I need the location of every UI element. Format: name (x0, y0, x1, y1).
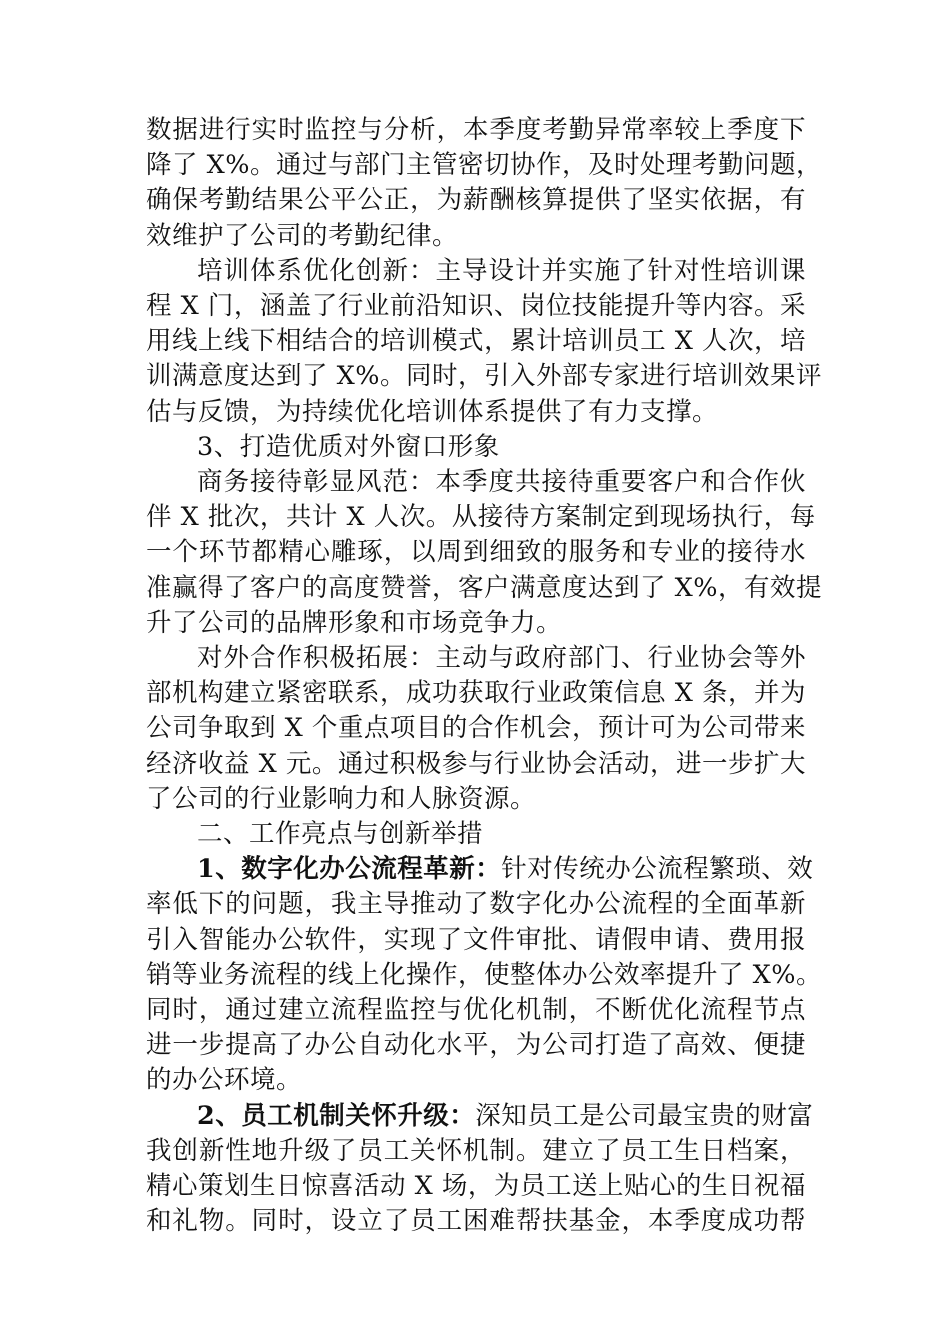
text-line: 我创新性地升级了员工关怀机制。建立了员工生日档案， (146, 1135, 806, 1166)
text-line: 效维护了公司的考勤纪律。 (146, 220, 459, 251)
text-line: 准赢得了客户的高度赞誉，客户满意度达到了 X%，有效提 (146, 572, 822, 603)
text-line: 降了 X%。通过与部门主管密切协作，及时处理考勤问题， (146, 150, 822, 181)
lead-rest: 针对传统办公流程繁琐、效 (501, 854, 814, 885)
text-line: 伴 X 批次，共计 X 人次。从接待方案制定到现场执行，每 (146, 502, 816, 533)
text-line: 进一步提高了办公自动化水平，为公司打造了高效、便捷 (146, 1030, 806, 1061)
text-line: 的办公环境。 (146, 1065, 303, 1096)
paragraph-first-line: 商务接待彰显风范：本季度共接待重要客户和合作伙 (197, 467, 806, 498)
lead-rest: 深知员工是公司最宝贵的财富 (475, 1100, 814, 1131)
text-line: 引入智能办公软件，实现了文件审批、请假申请、费用报 (146, 924, 806, 955)
text-line: 率低下的问题，我主导推动了数字化办公流程的全面革新 (146, 889, 806, 920)
text-line: 公司争取到 X 个重点项目的合作机会，预计可为公司带来 (146, 713, 806, 744)
text-line: 销等业务流程的线上化操作，使整体办公效率提升了 X%。 (146, 959, 822, 990)
section-heading: 二、工作亮点与创新举措 (197, 819, 484, 850)
text-line: 训满意度达到了 X%。同时，引入外部专家进行培训效果评 (146, 361, 822, 392)
bold-lead: 1、数字化办公流程革新： (197, 854, 502, 885)
text-line: 升了公司的品牌形象和市场竞争力。 (146, 607, 563, 638)
text-line: 数据进行实时监控与分析，本季度考勤异常率较上季度下 (146, 115, 806, 145)
text-line: 了公司的行业影响力和人脉资源。 (146, 783, 537, 814)
text-line: 一个环节都精心雕琢，以周到细致的服务和专业的接待水 (146, 537, 806, 568)
paragraph-first-line (146, 852, 814, 887)
text-line: 经济收益 X 元。通过积极参与行业协会活动，进一步扩大 (146, 748, 806, 779)
text-line: 用线上线下相结合的培训模式，累计培训员工 X 人次，培 (146, 326, 806, 357)
section-heading: 3、打造优质对外窗口形象 (197, 431, 500, 462)
text-line: 同时，通过建立流程监控与优化机制，不断优化流程节点 (146, 995, 806, 1026)
text-line: 程 X 门，涵盖了行业前沿知识、岗位技能提升等内容。采 (146, 291, 806, 322)
document-body (146, 113, 822, 1240)
text-line: 部机构建立紧密联系，成功获取行业政策信息 X 条，并为 (146, 678, 806, 709)
bold-lead: 2、员工机制关怀升级： (197, 1100, 476, 1131)
text-line: 精心策划生日惊喜活动 X 场，为员工送上贴心的生日祝福 (146, 1171, 806, 1202)
paragraph-first-line: 对外合作积极拓展：主动与政府部门、行业协会等外 (197, 643, 806, 674)
text-line: 确保考勤结果公平公正，为薪酬核算提供了坚实依据，有 (146, 185, 806, 216)
text-line: 估与反馈，为持续优化培训体系提供了有力支撑。 (146, 396, 719, 427)
paragraph-first-line (146, 1099, 814, 1134)
paragraph-first-line: 培训体系优化创新：主导设计并实施了针对性培训课 (197, 255, 806, 286)
text-line: 和礼物。同时，设立了员工困难帮扶基金，本季度成功帮 (146, 1206, 806, 1237)
